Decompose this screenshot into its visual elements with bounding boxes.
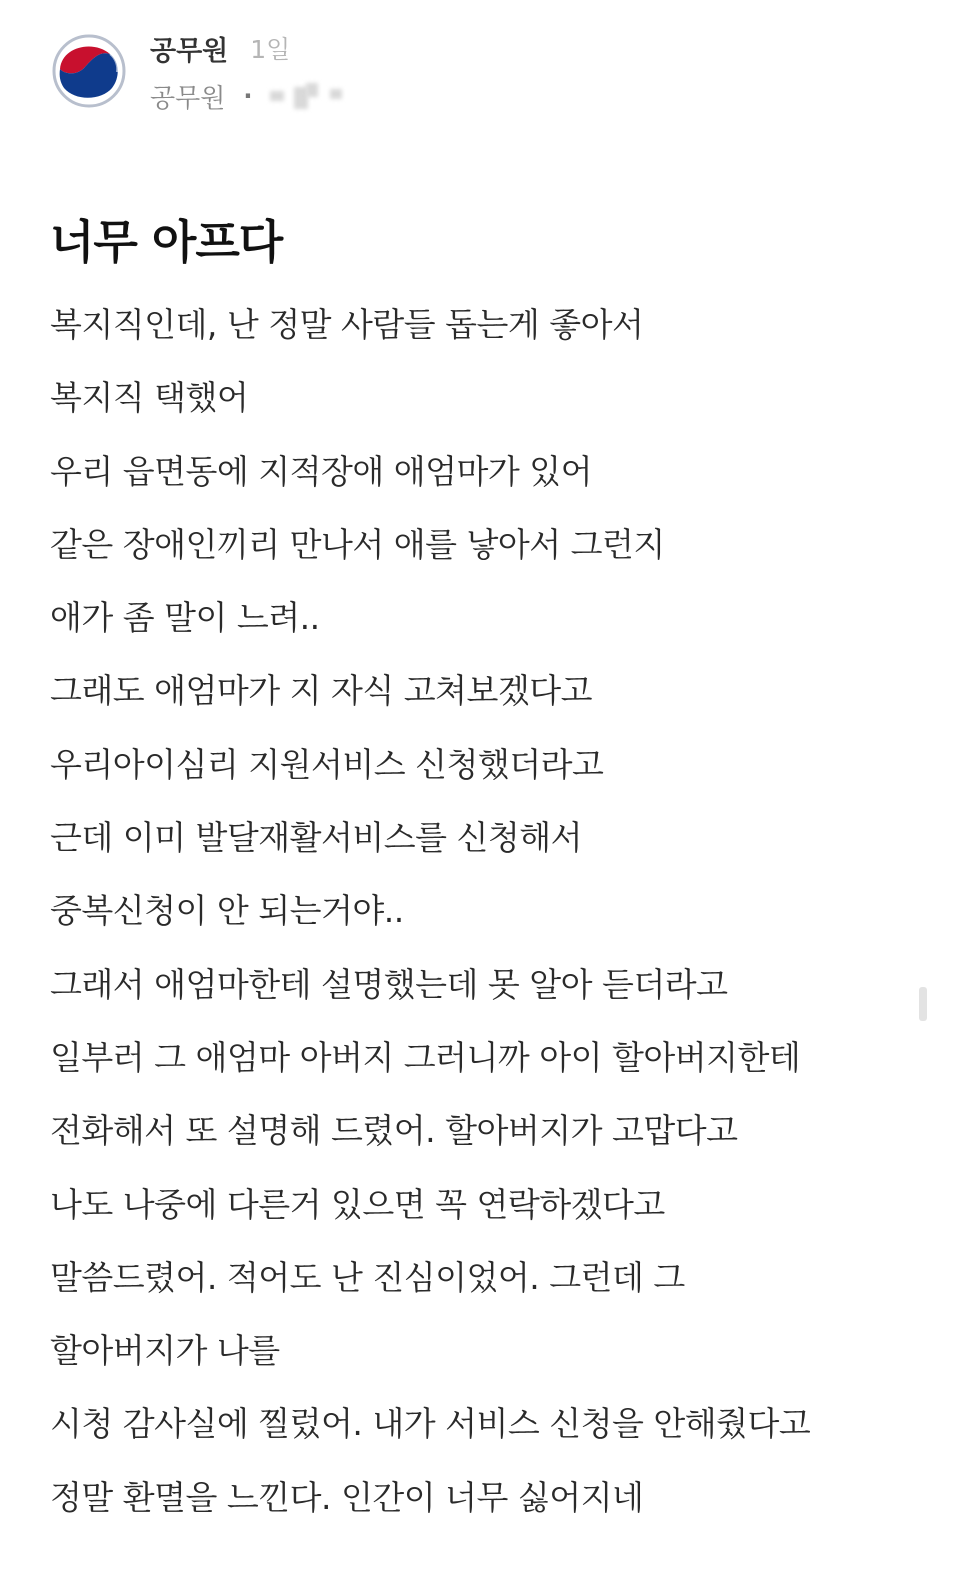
body-line: 일부러 그 애엄마 아버지 그러니까 아이 할아버지한테 (50, 1037, 801, 1077)
body-line: 그래서 애엄마한테 설명했는데 못 알아 듣더라고 (50, 964, 728, 1004)
body-line: 우리 읍면동에 지적장애 애엄마가 있어 (50, 451, 593, 491)
body-line: 중복신청이 안 되는거야.. (50, 891, 404, 931)
post-time: 1일 (250, 35, 291, 64)
body-line: 전화해서 또 설명해 드렸어. 할아버지가 고맙다고 (50, 1111, 738, 1151)
body-line: 나도 나중에 다른거 있으면 꼭 연락하겠다고 (50, 1184, 665, 1224)
body-line: 말씀드렸어. 적어도 난 진심이었어. 그런데 그 (50, 1257, 685, 1297)
body-line: 그래도 애엄마가 지 자식 고쳐보겠다고 (50, 671, 593, 711)
scrollbar-thumb[interactable] (919, 987, 927, 1021)
post-title: 너무 아프다 (50, 215, 283, 269)
author-meta (150, 78, 350, 114)
body-line: 복지직인데, 난 정말 사람들 돕는게 좋아서 (50, 305, 644, 344)
body-line: 시청 감사실에 찔렀어. 내가 서비스 신청을 안해줬다고 (50, 1404, 811, 1444)
separator-dot: · (243, 82, 253, 110)
body-line: 우리아이심리 지원서비스 신청했더라고 (50, 744, 604, 784)
author-group: 공무원 (150, 83, 226, 114)
author-name[interactable]: 공무원 (150, 35, 229, 67)
government-taegeuk-emblem-icon (50, 32, 128, 110)
body-line: 애가 좀 말이 느려.. (50, 598, 320, 638)
author-line (150, 30, 290, 66)
author-avatar[interactable] (50, 32, 128, 110)
body-line: 정말 환멸을 느낀다. 인간이 너무 싫어지네 (50, 1477, 644, 1517)
body-line: 할아버지가 나를 (50, 1331, 280, 1371)
body-line: 근데 이미 발달재활서비스를 신청해서 (50, 818, 583, 858)
blurred-meta (270, 81, 350, 111)
post-header (50, 28, 650, 118)
post-body (50, 288, 930, 1534)
body-line: 같은 장애인끼리 만나서 애를 낳아서 그런지 (50, 524, 665, 564)
body-line: 복지직 택했어 (50, 378, 249, 418)
